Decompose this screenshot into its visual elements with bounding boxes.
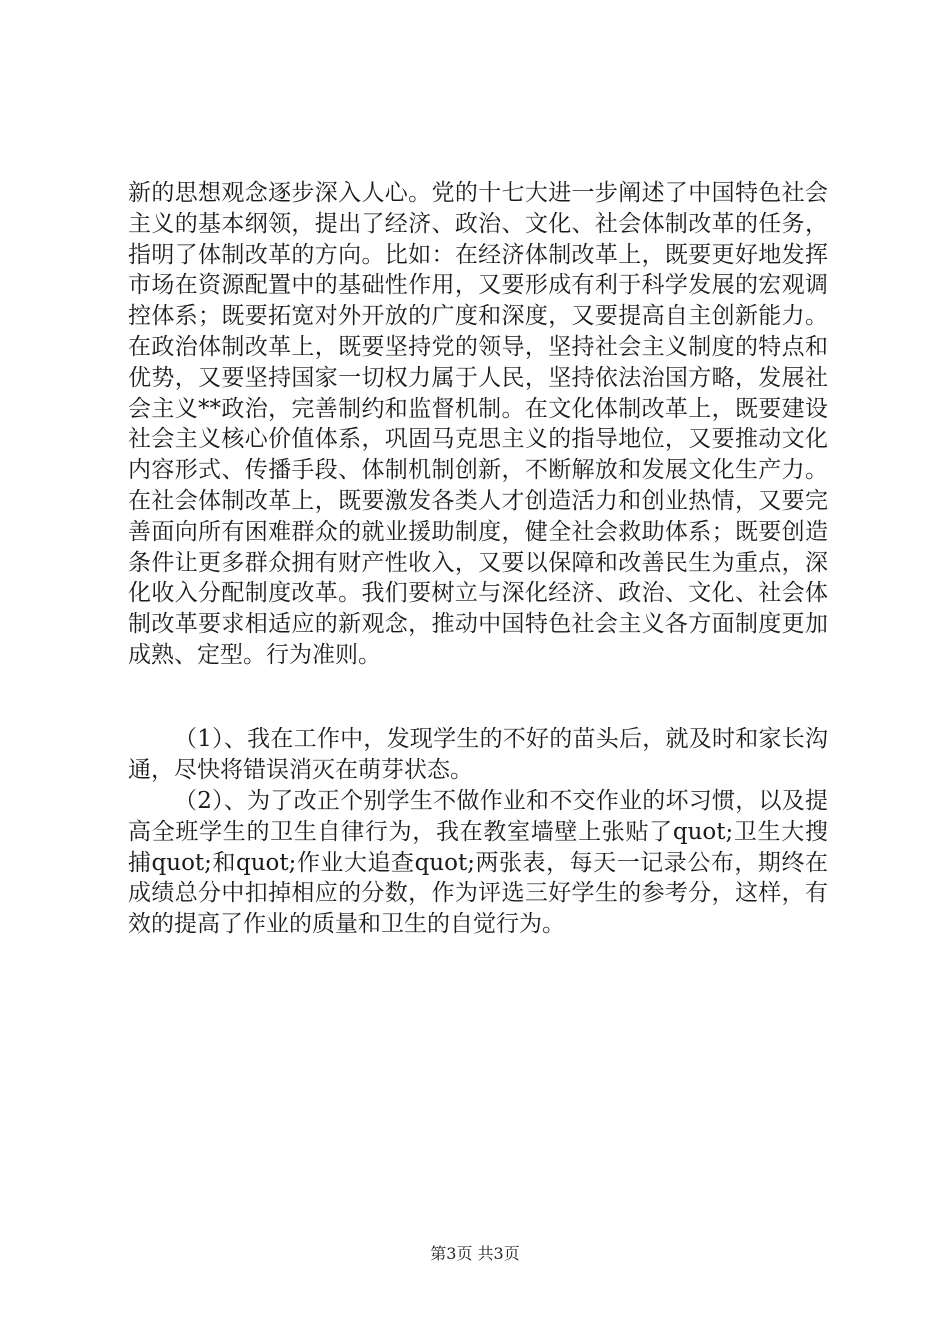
page-footer: 第3页 共3页 [430,1244,520,1263]
body-paragraph-reform: 新的思想观念逐步深入人心。党的十七大进一步阐述了中国特色社会主义的基本纲领，提出了经济、政治、文化、社会体制改革的任务，指明了体制改革的方向。比如：在经济体制改革上，既要更好地发挥市场在资源配置中的基础性作用，又要形成有利于科学发展的宏观调控体系；既要拓宽对外开放的广度和深度，又要提高自主创新能力。在政治体制改革上，既要坚持党的领导，坚持社会主义制度的特点和优势，又要坚持国家一切权力属于人民，坚持依法治国方略，发展社会主义**政治，完善制约和监督机制。在文化体制改革上，既要建设社会主义核心价值体系，巩固马克思主义的指导地位，又要推动文化内容形式、传播手段、体制机制创新，不断解放和发展文化生产力。在社会体制改革上，既要激发各类人才创造活力和创业热情，又要完善面向所有困难群众的就业援助制度，健全社会救助体系；既要创造条件让更多群众拥有财产性收入，又要以保障和改善民生为重点，深化收入分配制度改革。我们要树立与深化经济、政治、文化、社会体制改革要求相适应的新观念，推动中国特色社会主义各方面制度更加成熟、定型。行为准则。 [128,180,828,668]
body-paragraph-item-2: （2）、为了改正个别学生不做作业和不交作业的坏习惯，以及提高全班学生的卫生自律行为，我在教室墙壁上张贴了quot;卫生大搜捕quot;和quot;作业大追查quot;两张表，每天一记录公布，期终在成绩总分中扣掉相应的分数，作为评选三好学生的参考分，这样，有效的提高了作业的质量和卫生的自觉行为。 [128,788,828,938]
body-paragraph-item-1: （1）、我在工作中，发现学生的不好的苗头后，就及时和家长沟通，尽快将错误消灭在萌芽状态。 [128,726,828,783]
